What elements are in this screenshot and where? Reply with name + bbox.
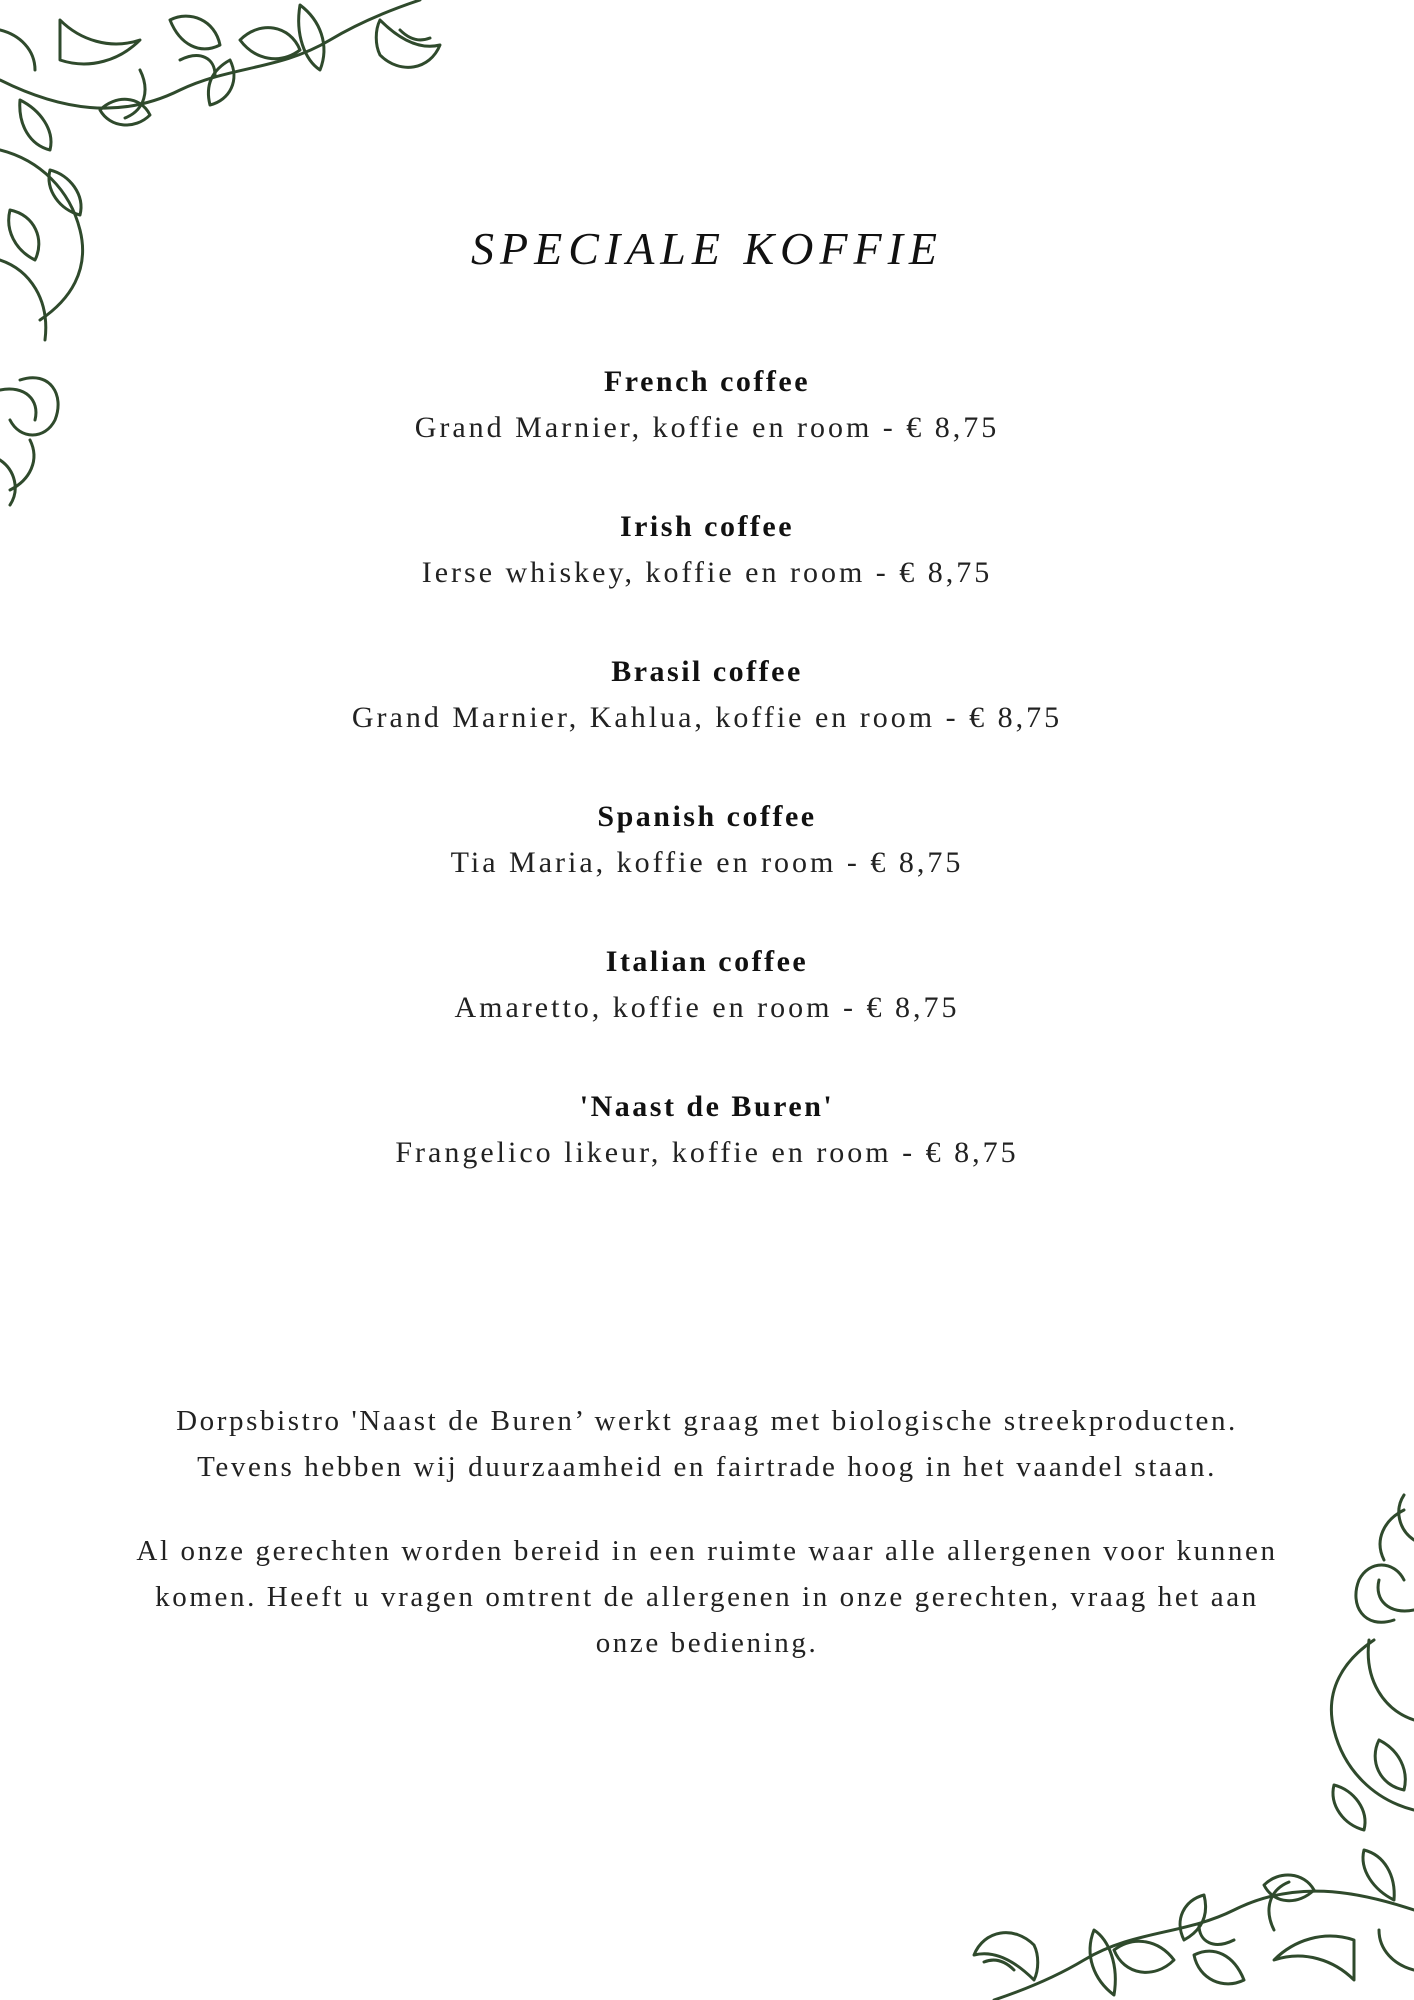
item-description: Tia Maria, koffie en room - € 8,75	[450, 846, 964, 879]
item-name: 'Naast de Buren'	[579, 1090, 835, 1123]
item-description: Frangelico likeur, koffie en room - € 8,75	[395, 1136, 1019, 1169]
item-name: Italian coffee	[605, 945, 809, 978]
item-description: Grand Marnier, koffie en room - € 8,75	[414, 411, 1000, 444]
list-item	[0, 795, 1414, 940]
item-name: Irish coffee	[619, 510, 795, 543]
list-item	[0, 650, 1414, 795]
coffee-menu-list	[0, 360, 1414, 1230]
sustainability-note: Dorpsbistro 'Naast de Buren’ werkt graag met biologische streekproducten. Tevens hebben wij duurzaamheid en fairtrade hoog in het vaandel staan.	[176, 1405, 1238, 1483]
list-item	[0, 940, 1414, 1085]
list-item	[0, 1085, 1414, 1230]
item-name: French coffee	[603, 365, 811, 398]
item-name: Brasil coffee	[611, 655, 803, 688]
list-item	[0, 505, 1414, 650]
item-description: Grand Marnier, Kahlua, koffie en room - € 8,75	[351, 701, 1063, 734]
item-name: Spanish coffee	[597, 800, 817, 833]
list-item	[0, 360, 1414, 505]
item-description: Amaretto, koffie en room - € 8,75	[454, 991, 960, 1024]
footer-notes	[130, 1398, 1284, 1704]
item-description: Ierse whiskey, koffie en room - € 8,75	[421, 556, 993, 589]
page-title: SPECIALE KOFFIE	[471, 223, 943, 274]
allergen-note: Al onze gerechten worden bereid in een ruimte waar alle allergenen voor kunnen komen. Heeft u vragen omtrent de allergenen in onze gerechten, vraag het aan onze bediening.	[136, 1535, 1278, 1659]
